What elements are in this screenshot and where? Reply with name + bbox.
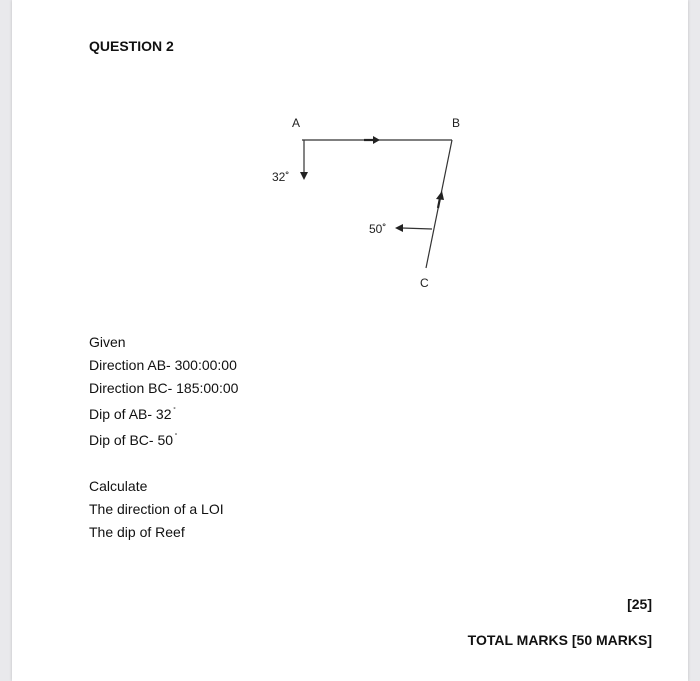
given-dip-ab xyxy=(89,400,238,426)
degree-symbol: ˚ xyxy=(175,434,178,441)
dip-arrow-a-icon xyxy=(300,140,308,180)
given-direction-ab: Direction AB- 300:00:00 xyxy=(89,357,237,373)
total-marks: TOTAL MARKS [50 MARKS] xyxy=(467,632,652,648)
calculate-item-dip: The dip of Reef xyxy=(89,524,185,540)
calculate-heading: Calculate xyxy=(89,478,148,494)
given-dip-bc xyxy=(89,426,238,452)
question-title: QUESTION 2 xyxy=(89,38,174,54)
question-marks: [25] xyxy=(627,596,652,612)
degree-symbol: ˚ xyxy=(173,408,176,415)
arrow-bc-icon xyxy=(436,191,444,208)
dip-arrow-bc-icon xyxy=(395,224,432,232)
given-dip-bc-text: Dip of BC- 50 xyxy=(89,432,174,448)
label-point-a: A xyxy=(292,116,301,130)
arrow-ab-icon xyxy=(364,136,380,144)
given-section xyxy=(89,331,238,544)
label-point-b: B xyxy=(452,116,461,130)
label-dip-bc: 50˚ xyxy=(369,222,387,236)
given-direction-bc: Direction BC- 185:00:00 xyxy=(89,380,239,396)
spacer xyxy=(89,452,238,475)
document-page xyxy=(12,0,688,681)
calculate-item-direction: The direction of a LOI xyxy=(89,501,224,517)
given-heading: Given xyxy=(89,334,126,350)
label-dip-ab: 32˚ xyxy=(272,170,290,184)
given-dip-ab-text: Dip of AB- 32 xyxy=(89,406,172,422)
label-point-c: C xyxy=(420,276,429,290)
